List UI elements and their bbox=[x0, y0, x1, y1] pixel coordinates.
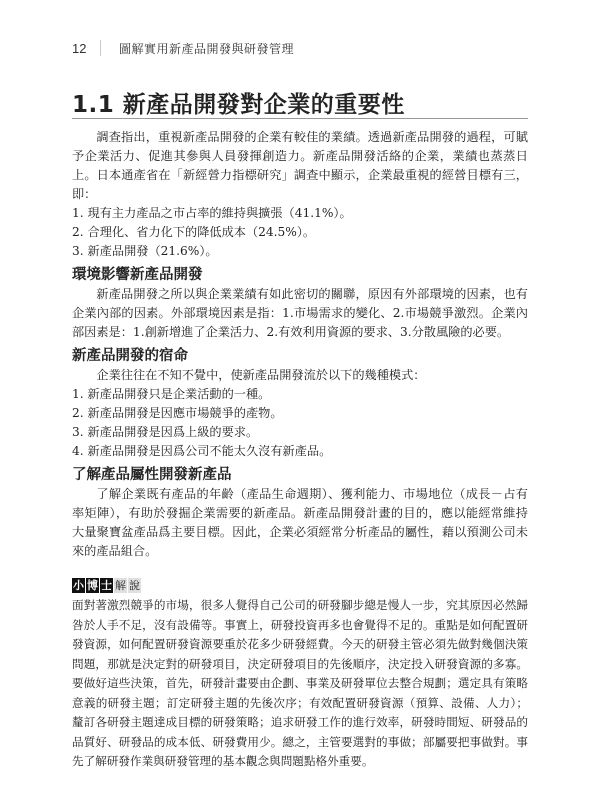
tip-label-char: 說 bbox=[129, 579, 140, 592]
subsection-paragraph: 了解企業既有產品的年齡（產品生命週期）、獲利能力、市場地位（成長－占有率矩陣），有助於發掘企業需要的新產品。新產品開發計畫的目的，應以能經常維持大量聚寶盆產品爲主要目標。因此，企業必須經常分析產品的屬性，藉以預測公司未來的產品組合。 bbox=[72, 487, 528, 558]
destiny-list bbox=[72, 385, 528, 461]
subsection-paragraph: 新產品開發之所以與企業業績有如此密切的關聯，原因有外部環境的因素，也有企業內部的因素。外部環境因素是指：1.市場需求的變化、2.市場競爭激烈。企業內部因素是：1.創新增進了企業活力、2.有效利用資源的要求、3.分散風險的必要。 bbox=[72, 287, 528, 339]
section-rule bbox=[72, 118, 528, 119]
list-item: 2. 合理化、省力化下的降低成本（24.5%）。 bbox=[72, 225, 316, 239]
book-title: 圖解實用新產品開發與研發管理 bbox=[119, 41, 295, 56]
list-item: 1. 新產品開發只是企業活動的一種。 bbox=[72, 387, 271, 401]
tip-label-char: 博 bbox=[87, 579, 98, 592]
subsection-heading-attributes: 了解產品屬性開發新產品 bbox=[72, 467, 232, 483]
intro-paragraph: 調查指出，重視新產品開發的企業有較佳的業績。透過新產品開發的過程，可賦予企業活力、促進其參與人員發揮創造力。新產品開發活絡的企業，業績也蒸蒸日上。日本通產省在「新經營力指標研究」調查中顯示，企業最重視的經營目標有三，即： bbox=[72, 130, 528, 201]
tip-body: 面對著激烈競爭的市場，很多人覺得自己公司的研發腳步總是慢人一步，究其原因必然歸咎於人手不足，沒有設備等。事實上，研發投資再多也會覺得不足的。重點是如何配置研發資源，如何配置研發資源要重於花多少研發經費。今天的研發主管必須先做對幾個決策問題，那就是決定對的研發項目，決定研發項目的先後順序，決定投入研發資源的多寡。要做好這些決策，首先，研發計畫要由企劃、事業及研發單位去整合規劃；選定具有策略意義的研發主題；訂定研發主題的先後次序；有效配置研發資源（預算、設備、人力）；釐訂各研發主題達成目標的研發策略；追求研發工作的進行效率，研發時間短、研發品的品質好、研發品的成本低、研發費用少。總之，主管要選對的事做；部屬要把事做對。事先了解研發作業與研發管理的基本觀念與問題點格外重要。 bbox=[72, 598, 528, 768]
list-item: 3. 新產品開發是因爲上級的要求。 bbox=[72, 425, 259, 439]
subsection-paragraph: 企業往往在不知不覺中，使新產品開發流於以下的幾種模式： bbox=[96, 368, 426, 382]
list-item: 2. 新產品開發是因應市場競爭的產物。 bbox=[72, 406, 283, 420]
tip-label-char: 士 bbox=[101, 579, 112, 592]
subsection-heading-environment: 環境影響新產品開發 bbox=[72, 267, 203, 283]
subsection-heading-destiny: 新產品開發的宿命 bbox=[72, 348, 188, 364]
list-item: 4. 新產品開發是因爲公司不能太久沒有新產品。 bbox=[72, 444, 332, 458]
tip-label bbox=[72, 578, 528, 593]
header-divider bbox=[100, 40, 101, 56]
main-content bbox=[72, 128, 528, 561]
intro-list bbox=[72, 204, 528, 261]
section-title: 1.1 新產品開發對企業的重要性 bbox=[72, 92, 405, 118]
tip-label-char: 解 bbox=[115, 579, 126, 592]
running-header bbox=[72, 38, 294, 58]
list-item: 1. 現有主力產品之市占率的維持與擴張（41.1%）。 bbox=[72, 206, 352, 220]
tip-box bbox=[72, 578, 528, 772]
list-item: 3. 新產品開發（21.6%）。 bbox=[72, 244, 218, 258]
page-number: 12 bbox=[72, 40, 87, 56]
tip-label-char: 小 bbox=[73, 579, 84, 592]
